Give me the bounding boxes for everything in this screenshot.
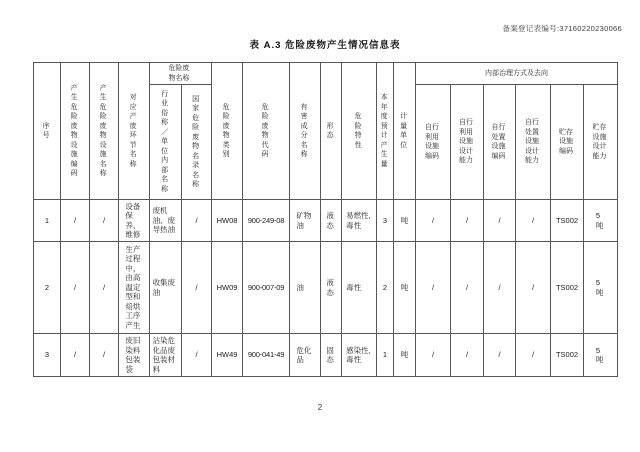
table-cell: 废旧染料包装袋 bbox=[119, 334, 150, 377]
table-cell: 吨 bbox=[394, 200, 416, 242]
table-cell: 毒性 bbox=[342, 242, 377, 334]
col-header-industry-name: 行业俗称／单位内部名称 bbox=[150, 85, 182, 200]
table-cell: TS002 bbox=[551, 334, 584, 377]
col-header-harmful-component: 有害成分名称 bbox=[290, 63, 321, 200]
table-cell: / bbox=[61, 334, 90, 377]
table-row bbox=[34, 200, 618, 242]
table-cell: / bbox=[416, 200, 451, 242]
table-cell: / bbox=[61, 242, 90, 334]
table-cell: / bbox=[451, 334, 484, 377]
col-header-self-disposal-capacity: 自行处置设施设计能力 bbox=[516, 85, 551, 200]
table-cell: / bbox=[90, 334, 119, 377]
table-cell: 沾染危化品废包装材料 bbox=[150, 334, 182, 377]
hazardous-waste-table bbox=[33, 62, 618, 377]
col-header-self-use-code: 自行利用设施编码 bbox=[416, 85, 451, 200]
table-cell: 900-007-09 bbox=[243, 242, 290, 334]
table-cell: 900-249-08 bbox=[243, 200, 290, 242]
table-cell: 感染性,毒性 bbox=[342, 334, 377, 377]
table-cell: HW49 bbox=[212, 334, 243, 377]
col-header-national-name: 国家危险废物名录名称 bbox=[182, 85, 212, 200]
col-header-category: 危险废物类别 bbox=[212, 63, 243, 200]
group-header-waste-name: 危险废物名称 bbox=[150, 63, 212, 85]
table-cell: 吨 bbox=[394, 242, 416, 334]
col-header-form: 形态 bbox=[321, 63, 342, 200]
table-cell: 1 bbox=[34, 200, 61, 242]
col-header-storage-capacity: 贮存设施设计能力 bbox=[584, 85, 618, 200]
table-title: 表 A.3 危险废物产生情况信息表 bbox=[249, 40, 401, 51]
page-number: 2 bbox=[317, 403, 323, 412]
table-cell: 油 bbox=[290, 242, 321, 334]
table-cell: / bbox=[182, 200, 212, 242]
table-cell: / bbox=[484, 200, 516, 242]
col-header-unit: 计量单位 bbox=[394, 63, 416, 200]
header-group-row bbox=[34, 63, 618, 85]
table-cell: 固态 bbox=[321, 334, 342, 377]
table-cell: 易燃性,毒性 bbox=[342, 200, 377, 242]
table-cell: / bbox=[182, 242, 212, 334]
table-cell: TS002 bbox=[551, 200, 584, 242]
table-cell: 1 bbox=[377, 334, 394, 377]
table-cell: 5吨 bbox=[584, 334, 618, 377]
table-cell: 液态 bbox=[321, 242, 342, 334]
table-cell: 2 bbox=[377, 242, 394, 334]
col-header-waste-code: 危险废物代码 bbox=[243, 63, 290, 200]
col-header-hazard-property: 危险特性 bbox=[342, 63, 377, 200]
table-cell: / bbox=[484, 242, 516, 334]
table-cell: 吨 bbox=[394, 334, 416, 377]
col-header-process-name: 对应产废环节名称 bbox=[119, 63, 150, 200]
registration-number: 备案登记表编号:37160220230066 bbox=[502, 24, 622, 33]
table-cell: 液态 bbox=[321, 200, 342, 242]
table-cell: 设备保养、维修 bbox=[119, 200, 150, 242]
table-cell: / bbox=[451, 200, 484, 242]
table-cell: 矿物油 bbox=[290, 200, 321, 242]
col-header-facility-code: 产生危险废物设施编码 bbox=[61, 63, 90, 200]
table-cell: / bbox=[90, 200, 119, 242]
table-cell: 生产过程中，由高温定型和焙烘工序产生 bbox=[119, 242, 150, 334]
col-header-seq: 序号 bbox=[34, 63, 61, 200]
table-cell: 废机油、废导热油 bbox=[150, 200, 182, 242]
table-cell: / bbox=[416, 242, 451, 334]
col-header-storage-code: 贮存设施编码 bbox=[551, 85, 584, 200]
table-cell: 3 bbox=[34, 334, 61, 377]
table-cell: 5吨 bbox=[584, 200, 618, 242]
table-cell: / bbox=[61, 200, 90, 242]
table-cell: 危化品 bbox=[290, 334, 321, 377]
table-cell: / bbox=[90, 242, 119, 334]
table-cell: HW08 bbox=[212, 200, 243, 242]
table-cell: / bbox=[516, 334, 551, 377]
col-header-facility-name: 产生危险废物设施名称 bbox=[90, 63, 119, 200]
col-header-self-use-capacity: 自行利用设施设计能力 bbox=[451, 85, 484, 200]
table-row bbox=[34, 334, 618, 377]
table-cell: 3 bbox=[377, 200, 394, 242]
table-row bbox=[34, 242, 618, 334]
table-cell: / bbox=[182, 334, 212, 377]
table-cell: 5吨 bbox=[584, 242, 618, 334]
table-cell: HW09 bbox=[212, 242, 243, 334]
col-header-self-disposal-code: 自行处置设施编码 bbox=[484, 85, 516, 200]
table-cell: 2 bbox=[34, 242, 61, 334]
col-header-annual-amount: 本年度预计产生量 bbox=[377, 63, 394, 200]
table-cell: 收集废油 bbox=[150, 242, 182, 334]
table-cell: / bbox=[416, 334, 451, 377]
table-cell: 900-041-49 bbox=[243, 334, 290, 377]
group-header-internal-treatment: 内部治理方式及去向 bbox=[416, 63, 618, 85]
table-cell: / bbox=[516, 200, 551, 242]
table-cell: TS002 bbox=[551, 242, 584, 334]
table-cell: / bbox=[516, 242, 551, 334]
table-cell: / bbox=[451, 242, 484, 334]
table-cell: / bbox=[484, 334, 516, 377]
